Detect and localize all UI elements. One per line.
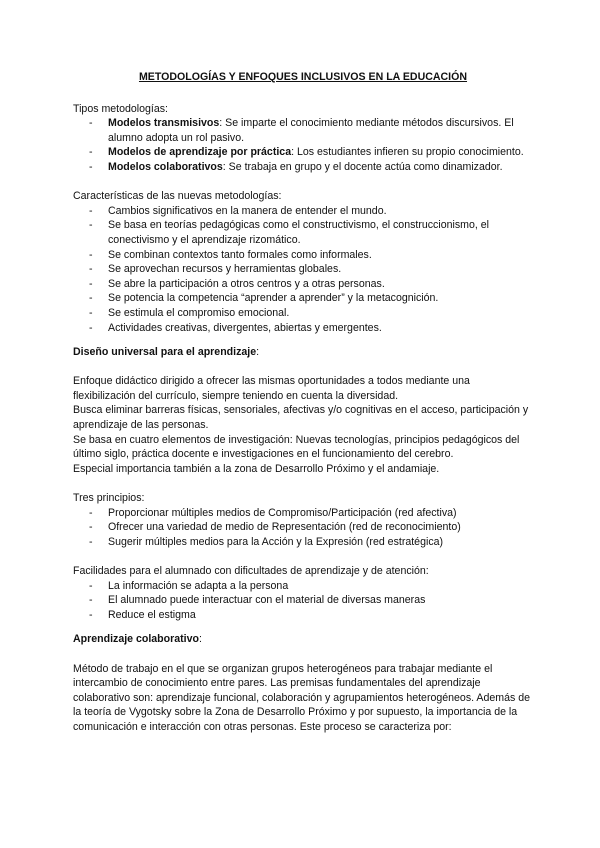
list-item: - Sugerir múltiples medios para la Acción y la Expresión (red estratégica) [73, 535, 533, 550]
term: Modelos transmisivos [108, 117, 220, 130]
list-item: - Actividades creativas, divergentes, abiertas y emergentes. [73, 321, 533, 336]
list-item: - La información se adapta a la persona [73, 579, 533, 594]
list-item: - Se aprovechan recursos y herramientas globales. [73, 262, 533, 277]
term-description: : Se imparte el conocimiento mediante métodos discursivos. El alumno adopta un rol pasivo. [108, 117, 514, 144]
list-item [73, 160, 533, 175]
dua-paragraph: Busca eliminar barreras físicas, sensoriales, afectivas y/o cognitivas en el acceso, participación y aprendizaje de las personas. [73, 404, 529, 432]
tipos-lead: Tipos metodologías: [73, 102, 169, 115]
document-content [73, 70, 533, 735]
list-item: - Se basa en teorías pedagógicas como el constructivismo, el construccionismo, el conectivismo y el aprendizaje rizomático. [73, 218, 533, 247]
term-description: : Se trabaja en grupo y el docente actúa como dinamizador. [222, 160, 503, 173]
dua-paragraph: Especial importancia también a la zona de Desarrollo Próximo y el andamiaje. [73, 462, 440, 475]
dua-heading-line [73, 345, 533, 360]
term: Modelos colaborativos [108, 160, 223, 173]
colaborativo-heading-colon: : [198, 633, 202, 646]
caracteristicas-list [73, 204, 533, 335]
facilidades-lead: Facilidades para el alumnado con dificultades de aprendizaje y de atención: [73, 565, 429, 577]
dua-paragraph: Se basa en cuatro elementos de investigación: Nuevas tecnologías, principios pedagógicos del último siglo, práctica docente e investigaciones en el funcionamiento del cerebro. [73, 433, 520, 461]
list-item: - Ofrecer una variedad de medio de Representación (red de reconocimiento) [73, 520, 533, 535]
principios-list [73, 506, 533, 550]
tipos-list [73, 116, 533, 174]
colaborativo-paragraph: Método de trabajo en el que se organizan grupos heterogéneos para trabajar mediante el intercambio de conocimiento entre pares. Las premisas fundamentales del aprendizaje colaborativo son: aprendizaje funcional, colaboración y agrupamientos heterogéneos. Además de la teoría de Vygotsky sobre la Zona de Desarrollo Próximo y por supuesto, la importancia de la comunicación e interacción con otras personas. Este proceso se caracteriza por: [73, 662, 531, 733]
term-description: : Los estudiantes infieren su propio conocimiento. [291, 146, 524, 159]
term: Modelos de aprendizaje por práctica [108, 146, 292, 159]
list-item: - Reduce el estigma [73, 608, 533, 623]
dua-paragraph: Enfoque didáctico dirigido a ofrecer las mismas oportunidades a todos mediante una flexibilización del currículo, siempre teniendo en cuenta la diversidad. [73, 375, 470, 402]
dua-heading-colon: : [256, 346, 260, 359]
list-item: - Se combinan contextos tanto formales como informales. [73, 248, 533, 263]
list-item: - Se estimula el compromiso emocional. [73, 306, 533, 321]
list-item [73, 116, 533, 145]
colaborativo-heading-line [73, 632, 533, 647]
facilidades-list [73, 579, 533, 623]
list-item: - Proporcionar múltiples medios de Compromiso/Participación (red afectiva) [73, 506, 533, 521]
colaborativo-heading: Aprendizaje colaborativo [73, 633, 199, 646]
principios-lead: Tres principios: [73, 492, 145, 505]
document-title: METODOLOGÍAS Y ENFOQUES INCLUSIVOS EN LA EDUCACIÓN [138, 71, 468, 83]
dua-heading: Diseño universal para el aprendizaje [73, 346, 257, 359]
caracteristicas-lead: Características de las nuevas metodologías: [73, 190, 282, 203]
list-item: - Se abre la participación a otros centros y a otras personas. [73, 277, 533, 292]
list-item: - Cambios significativos en la manera de entender el mundo. [73, 204, 533, 219]
list-item: - Se potencia la competencia “aprender a aprender” y la metacognición. [73, 291, 533, 306]
list-item [73, 145, 533, 160]
list-item: - El alumnado puede interactuar con el material de diversas maneras [73, 593, 533, 608]
